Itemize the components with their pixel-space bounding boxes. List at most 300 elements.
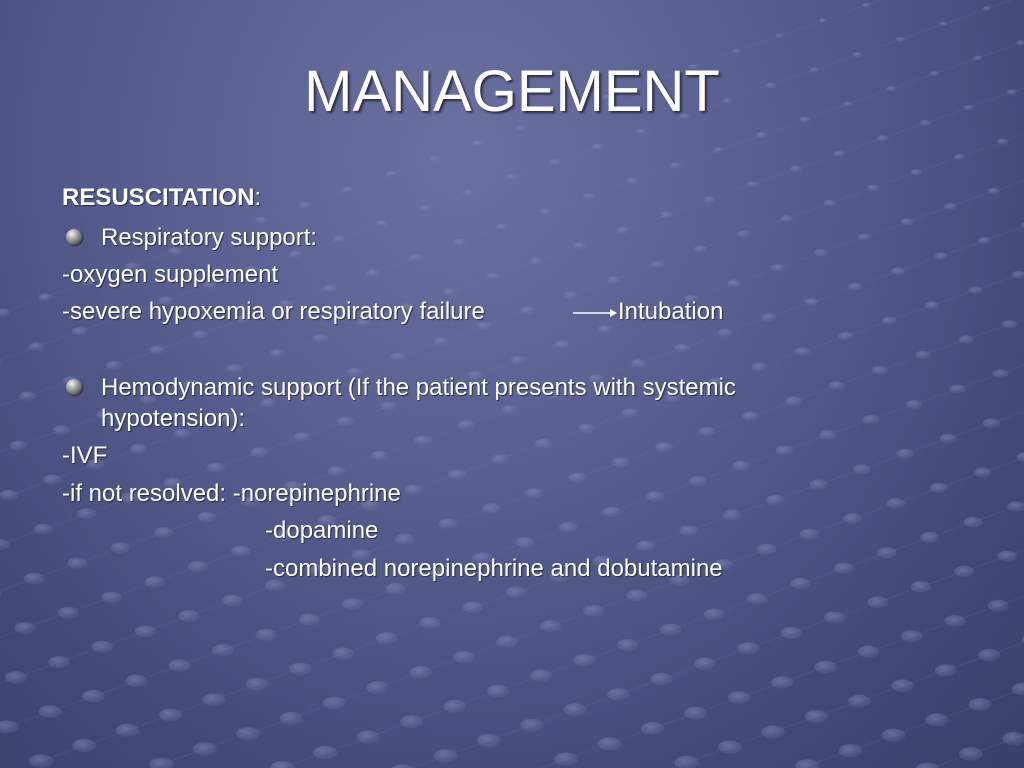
hemodynamic-item-ivf: -IVF xyxy=(62,442,108,469)
background-dot xyxy=(968,286,982,294)
background-dot xyxy=(737,230,750,237)
background-dot xyxy=(5,671,27,683)
background-dot xyxy=(564,291,578,299)
background-dot xyxy=(453,651,475,663)
background-dot xyxy=(814,249,827,256)
background-dot xyxy=(973,468,991,478)
background-dot xyxy=(997,139,1008,145)
background-line xyxy=(580,231,623,246)
background-dot xyxy=(771,264,785,272)
background-dot xyxy=(670,162,682,168)
background-line xyxy=(796,154,839,169)
background-dot xyxy=(636,541,656,552)
hemodynamic-bullet-line1: Hemodynamic support (If the patient presents with systemic xyxy=(101,374,736,401)
background-dot xyxy=(694,246,707,253)
background-dot xyxy=(48,656,70,668)
background-dot xyxy=(371,451,389,461)
background-dot xyxy=(429,156,440,162)
background-dot xyxy=(704,608,725,620)
background-dot xyxy=(472,140,483,146)
background-dot xyxy=(0,308,10,316)
background-dot xyxy=(448,469,466,479)
background-dot xyxy=(19,391,35,400)
background-line xyxy=(966,324,1009,339)
background-dot xyxy=(925,713,948,726)
background-dot xyxy=(149,346,164,355)
background-line xyxy=(889,305,932,320)
background-line xyxy=(901,24,944,39)
background-dot xyxy=(694,658,716,670)
hemodynamic-item-norepinephrine: -if not resolved: -norepinephrine xyxy=(62,480,401,507)
background-dot xyxy=(675,756,699,768)
background-dot xyxy=(1012,271,1024,279)
background-dot xyxy=(77,508,96,519)
background-dot xyxy=(959,335,974,343)
background-dot xyxy=(911,169,923,176)
background-line xyxy=(528,295,571,310)
background-dot xyxy=(443,288,457,296)
background-dot xyxy=(747,593,768,605)
background-line xyxy=(864,222,907,237)
background-line xyxy=(262,205,305,220)
background-dot xyxy=(487,685,510,698)
background-dot xyxy=(462,190,474,197)
background-line xyxy=(623,215,666,230)
sphere-bullet-icon xyxy=(66,379,82,395)
background-dot xyxy=(997,551,1017,562)
background-line xyxy=(898,256,941,271)
background-dot xyxy=(231,546,251,557)
intubation-label: Intubation xyxy=(618,298,724,325)
background-dot xyxy=(761,725,785,738)
background-line xyxy=(978,43,1021,58)
background-dot xyxy=(867,184,879,191)
background-dot xyxy=(125,675,147,687)
background-dot xyxy=(1002,732,1024,745)
background-dot xyxy=(376,220,389,227)
background-dot xyxy=(29,754,53,767)
background-dot xyxy=(29,342,44,351)
background-dot xyxy=(872,366,888,375)
background-dot xyxy=(781,627,802,639)
right-arrow-icon xyxy=(572,306,618,320)
background-dot xyxy=(1017,452,1024,462)
background-dot xyxy=(520,307,535,315)
background-dot xyxy=(650,261,664,269)
background-line xyxy=(846,321,889,336)
background-line xyxy=(382,208,425,223)
background-dot xyxy=(530,669,552,681)
background-dot xyxy=(236,727,260,740)
background-dot xyxy=(419,617,440,629)
background-dot xyxy=(732,461,750,471)
background-dot xyxy=(414,436,431,446)
background-dot xyxy=(313,334,328,342)
background-dot xyxy=(342,186,354,193)
background-dot xyxy=(535,439,552,449)
background-dot xyxy=(409,254,423,262)
background-line xyxy=(769,302,812,317)
background-dot xyxy=(434,749,458,762)
background-line xyxy=(555,147,598,162)
background-dot xyxy=(964,517,983,528)
background-dot xyxy=(896,37,905,42)
background-dot xyxy=(636,129,647,135)
background-dot xyxy=(188,561,208,572)
background-dot xyxy=(862,415,879,424)
background-dot xyxy=(862,3,870,8)
background-line xyxy=(691,283,734,298)
background-line xyxy=(537,246,580,261)
background-dot xyxy=(366,681,389,694)
background-dot xyxy=(496,224,509,231)
background-dot xyxy=(713,147,724,153)
background-dot xyxy=(501,405,518,414)
background-dot xyxy=(978,237,991,244)
background-line xyxy=(823,5,866,20)
background-dot xyxy=(689,476,707,486)
background-dot xyxy=(357,730,381,743)
background-dot xyxy=(756,132,767,138)
background-dot xyxy=(983,418,1000,427)
background-dot xyxy=(540,208,553,215)
background-dot xyxy=(679,525,698,536)
background-dot xyxy=(858,646,880,658)
background-dot xyxy=(569,473,587,483)
background-dot xyxy=(887,498,906,508)
background-dot xyxy=(790,578,810,589)
background-dot xyxy=(385,583,406,594)
background-line xyxy=(882,123,925,138)
background-dot xyxy=(250,447,268,457)
background-dot xyxy=(651,673,673,685)
background-dot xyxy=(1007,501,1024,511)
background-dot xyxy=(853,52,862,57)
background-dot xyxy=(419,205,431,212)
background-dot xyxy=(438,519,457,530)
background-dot xyxy=(299,202,311,209)
background-dot xyxy=(101,592,122,603)
background-dot xyxy=(222,595,243,607)
background-dot xyxy=(72,739,96,752)
background-dot xyxy=(848,283,862,291)
background-dot xyxy=(660,212,673,219)
background-line xyxy=(987,0,1024,9)
background-line xyxy=(778,253,821,268)
background-dot xyxy=(313,746,337,759)
background-line xyxy=(632,166,675,181)
background-dot xyxy=(939,22,948,27)
background-dot xyxy=(72,327,87,335)
section-heading xyxy=(62,184,261,212)
background-dot xyxy=(43,475,61,485)
background-dot xyxy=(597,325,612,333)
background-dot xyxy=(511,356,527,365)
background-dot xyxy=(814,661,836,673)
background-line xyxy=(735,268,778,283)
background-dot xyxy=(270,761,294,768)
background-dot xyxy=(193,330,208,338)
background-dot xyxy=(559,522,578,533)
background-dot xyxy=(906,400,923,409)
background-line xyxy=(469,178,512,193)
background-line xyxy=(598,132,641,147)
background-dot xyxy=(602,507,621,517)
background-line xyxy=(478,128,521,143)
background-dot xyxy=(617,227,630,234)
background-dot xyxy=(771,676,793,688)
background-dot xyxy=(896,449,914,459)
background-dot xyxy=(207,463,225,473)
background-dot xyxy=(506,174,518,181)
background-dot xyxy=(805,298,819,306)
background-dot xyxy=(381,402,398,411)
background-dot xyxy=(612,457,630,467)
background-dot xyxy=(198,512,217,523)
background-dot xyxy=(564,703,587,716)
background-dot xyxy=(983,6,991,11)
background-dot xyxy=(554,340,569,349)
background-dot xyxy=(631,359,647,368)
background-line xyxy=(951,191,994,206)
background-dot xyxy=(405,485,423,495)
background-dot xyxy=(328,466,346,476)
background-dot xyxy=(270,349,286,358)
background-dot xyxy=(675,344,690,353)
background-dot xyxy=(390,352,406,361)
background-dot xyxy=(944,203,956,210)
background-dot xyxy=(246,678,269,691)
background-line xyxy=(494,261,537,276)
background-line xyxy=(614,265,657,280)
background-dot xyxy=(901,630,923,642)
background-dot xyxy=(867,596,888,608)
background-line xyxy=(666,200,709,215)
background-line xyxy=(780,21,823,36)
background-line xyxy=(744,219,787,234)
background-line xyxy=(571,280,614,295)
background-line xyxy=(700,234,743,249)
background-dot xyxy=(877,135,888,141)
background-line xyxy=(932,290,975,305)
background-dot xyxy=(10,441,27,451)
background-dot xyxy=(988,188,1000,195)
background-dot xyxy=(988,600,1009,612)
background-line xyxy=(416,242,459,257)
background-dot xyxy=(58,607,79,619)
background-dot xyxy=(752,363,768,372)
background-dot xyxy=(940,434,957,444)
background-dot xyxy=(916,763,940,768)
background-line xyxy=(339,224,382,239)
background-dot xyxy=(882,729,906,742)
background-line xyxy=(839,138,882,153)
background-line xyxy=(855,271,898,286)
background-dot xyxy=(718,741,742,754)
background-dot xyxy=(848,695,871,708)
heading-label: RESUSCITATION xyxy=(62,184,255,211)
background-line xyxy=(916,157,959,172)
background-dot xyxy=(622,408,639,417)
background-dot xyxy=(111,542,131,553)
background-dot xyxy=(824,200,836,207)
background-dot xyxy=(280,712,303,725)
background-dot xyxy=(655,442,673,452)
background-line xyxy=(503,212,546,227)
background-dot xyxy=(342,598,363,610)
background-dot xyxy=(540,620,561,632)
background-dot xyxy=(877,547,897,558)
background-dot xyxy=(925,301,940,309)
background-dot xyxy=(838,744,862,757)
background-dot xyxy=(549,159,561,165)
background-dot xyxy=(954,566,974,577)
background-dot xyxy=(978,649,1000,661)
background-dot xyxy=(323,285,337,293)
background-dot xyxy=(780,215,793,222)
background-dot xyxy=(833,151,844,157)
background-line xyxy=(450,277,493,292)
background-line xyxy=(753,169,796,184)
background-dot xyxy=(530,257,544,265)
background-dot xyxy=(159,709,182,722)
background-dot xyxy=(607,276,621,284)
background-dot xyxy=(400,715,423,728)
slide-title: MANAGEMENT xyxy=(304,59,720,124)
background-dot xyxy=(463,602,484,614)
background-dot xyxy=(920,532,939,543)
heading-colon: : xyxy=(254,184,262,211)
background-line xyxy=(330,273,373,288)
background-dot xyxy=(1012,683,1024,696)
background-dot xyxy=(761,313,776,321)
respiratory-item-hypoxemia: -severe hypoxemia or respiratory failure xyxy=(62,298,485,325)
background-dot xyxy=(506,586,527,597)
background-dot xyxy=(0,720,19,733)
background-dot xyxy=(834,563,854,574)
background-dot xyxy=(34,524,53,535)
background-dot xyxy=(578,424,595,434)
background-line xyxy=(675,150,718,165)
background-dot xyxy=(891,268,905,276)
background-dot xyxy=(935,664,957,676)
background-dot xyxy=(212,644,234,656)
background-dot xyxy=(915,351,931,360)
background-dot xyxy=(969,698,992,711)
background-dot xyxy=(554,753,578,766)
background-dot xyxy=(790,166,802,172)
background-dot xyxy=(684,707,707,720)
background-dot xyxy=(617,639,639,651)
background-dot xyxy=(795,759,819,768)
background-line xyxy=(944,9,987,24)
background-dot xyxy=(930,483,948,493)
background-dot xyxy=(145,576,165,587)
background-dot xyxy=(944,615,965,627)
background-dot xyxy=(583,193,595,200)
background-line xyxy=(710,184,753,199)
background-dot xyxy=(154,527,173,538)
background-dot xyxy=(515,125,526,131)
background-dot xyxy=(1017,40,1024,45)
background-dot xyxy=(106,361,122,370)
background-dot xyxy=(67,558,87,569)
background-dot xyxy=(333,647,355,659)
background-dot xyxy=(169,659,191,671)
background-dot xyxy=(482,503,501,513)
background-dot xyxy=(800,529,819,540)
background-dot xyxy=(785,396,802,405)
background-dot xyxy=(443,700,466,713)
background-dot xyxy=(0,490,19,500)
background-line xyxy=(985,225,1024,240)
background-line xyxy=(737,36,780,51)
background-dot xyxy=(954,154,965,160)
background-dot xyxy=(598,737,622,750)
background-line xyxy=(373,258,416,273)
background-dot xyxy=(646,491,665,501)
background-dot xyxy=(491,454,509,464)
background-dot xyxy=(0,539,10,550)
background-dot xyxy=(824,612,845,624)
background-dot xyxy=(226,364,242,373)
background-dot xyxy=(795,347,811,356)
background-dot xyxy=(390,764,414,768)
background-dot xyxy=(487,273,501,281)
background-dot xyxy=(332,235,345,242)
background-dot xyxy=(516,537,536,548)
background-dot xyxy=(819,430,836,440)
background-dot xyxy=(901,218,914,225)
respiratory-bullet: Respiratory support: xyxy=(101,224,318,251)
background-dot xyxy=(573,654,595,666)
background-line xyxy=(512,162,555,177)
background-dot xyxy=(135,626,156,638)
background-line xyxy=(873,172,916,187)
background-dot xyxy=(178,610,199,622)
background-dot xyxy=(525,488,544,498)
background-dot xyxy=(809,479,827,489)
background-dot xyxy=(718,329,733,337)
background-line xyxy=(830,188,873,203)
background-dot xyxy=(829,381,845,390)
background-dot xyxy=(496,636,518,648)
background-line xyxy=(976,275,1019,290)
background-dot xyxy=(853,464,871,474)
background-line xyxy=(305,190,348,205)
background-dot xyxy=(289,663,311,675)
background-dot xyxy=(819,18,828,23)
background-line xyxy=(546,196,589,211)
background-dot xyxy=(882,317,897,325)
background-dot xyxy=(747,181,759,188)
background-line xyxy=(2,297,45,312)
background-dot xyxy=(116,724,140,737)
background-dot xyxy=(366,269,380,277)
background-dot xyxy=(573,242,586,249)
background-dot xyxy=(337,417,354,426)
background-dot xyxy=(453,239,466,246)
background-dot xyxy=(38,293,52,301)
background-line xyxy=(866,0,909,5)
background-dot xyxy=(376,632,398,644)
background-dot xyxy=(732,49,741,54)
background-dot xyxy=(385,171,397,178)
background-dot xyxy=(935,252,948,259)
background-dot xyxy=(959,747,983,760)
background-line xyxy=(787,203,830,218)
background-line xyxy=(434,144,477,159)
